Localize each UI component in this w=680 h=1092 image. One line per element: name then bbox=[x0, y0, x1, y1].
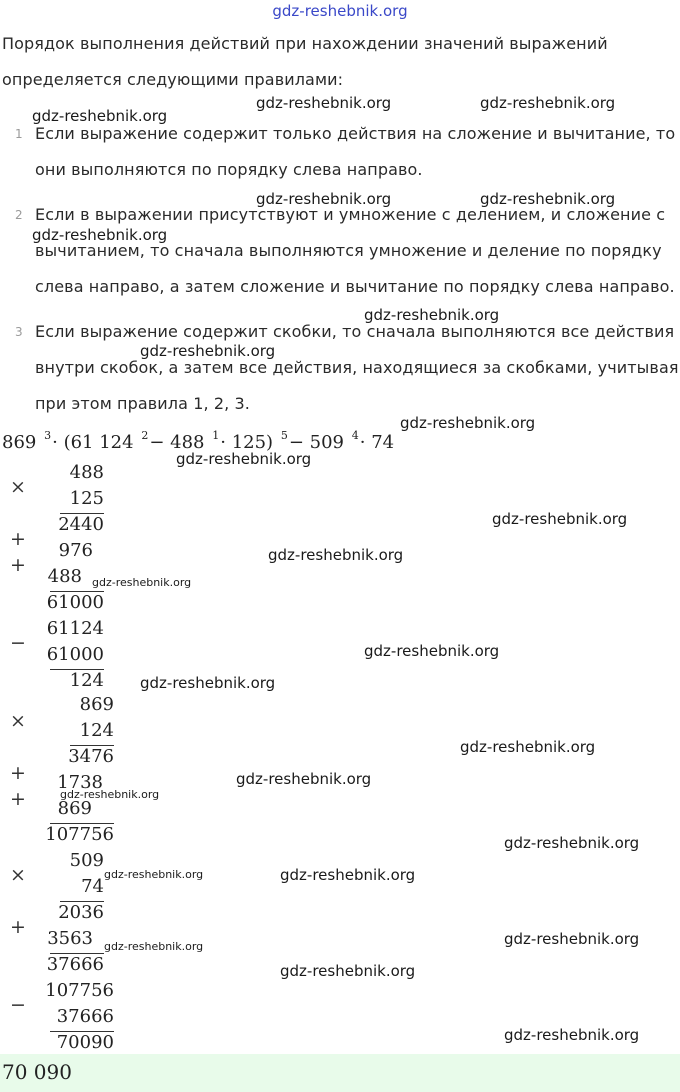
step4-partial-1: 2036 bbox=[58, 902, 104, 923]
step3-partial-1: 3476 bbox=[68, 746, 114, 767]
rule-3-line-1: Если выражение содержит скобки, то сначала выполняются все действия bbox=[35, 322, 675, 341]
step3-factor-b: 124 bbox=[79, 720, 114, 741]
watermark: gdz-reshebnik.org bbox=[256, 94, 392, 112]
step2-subtrahend: 61000 bbox=[46, 644, 104, 665]
step1-partial-3: 488 bbox=[47, 566, 82, 587]
step1-factor-b: 125 bbox=[69, 488, 104, 509]
expr-d: 509 bbox=[309, 432, 345, 453]
rule-3-line-3: при этом правила 1, 2, 3. bbox=[35, 394, 250, 413]
expr-op-5: · bbox=[359, 432, 366, 453]
watermark: gdz-reshebnik.org bbox=[256, 190, 392, 208]
watermark: gdz-reshebnik.org bbox=[104, 868, 204, 881]
step3-plus-sign-1: + bbox=[10, 762, 26, 784]
expr-e: 74 bbox=[371, 432, 395, 453]
watermark: gdz-reshebnik.org bbox=[140, 674, 276, 692]
watermark: gdz-reshebnik.org bbox=[400, 414, 536, 432]
step2-minuend: 61124 bbox=[46, 618, 104, 639]
expr-op-2: − bbox=[149, 432, 165, 453]
watermark: gdz-reshebnik.org bbox=[280, 866, 416, 884]
expr-op-3: · bbox=[220, 432, 226, 453]
rule-2-line-1: Если в выражении присутствуют и умножение с делением, и сложение с bbox=[35, 205, 666, 224]
expr-order-4: 5 bbox=[280, 429, 288, 442]
step1-factor-a: 488 bbox=[69, 462, 104, 483]
step1-plus-sign-2: + bbox=[10, 554, 26, 576]
watermark: gdz-reshebnik.org bbox=[480, 190, 616, 208]
watermark: gdz-reshebnik.org bbox=[504, 930, 640, 948]
watermark: gdz-reshebnik.org bbox=[104, 940, 204, 953]
step5-minuend: 107756 bbox=[45, 980, 114, 1001]
step1-result: 61000 bbox=[46, 592, 104, 613]
expr-op-1: · bbox=[52, 432, 58, 453]
step4-factor-a: 509 bbox=[69, 850, 104, 871]
header-watermark[interactable]: gdz-reshebnik.org bbox=[272, 2, 408, 20]
watermark: gdz-reshebnik.org bbox=[364, 642, 500, 660]
watermark: gdz-reshebnik.org bbox=[280, 962, 416, 980]
rule-1-line-2: они выполняются по порядку слева направо. bbox=[35, 160, 423, 179]
intro-line-2: определяется следующими правилами: bbox=[2, 70, 344, 89]
step4-multiply-sign: × bbox=[10, 864, 26, 886]
step5-subtrahend: 37666 bbox=[56, 1006, 114, 1027]
step1-multiply-sign: × bbox=[10, 476, 26, 498]
step5-minus-sign: − bbox=[10, 994, 26, 1016]
step3-multiply-sign: × bbox=[10, 710, 26, 732]
step3-partial-2: 1738 bbox=[57, 772, 103, 793]
step4-plus-sign: + bbox=[10, 916, 26, 938]
expr-order-1: 3 bbox=[44, 429, 52, 442]
step2-result: 124 bbox=[69, 670, 104, 691]
step3-plus-sign-2: + bbox=[10, 788, 26, 810]
rule-3-number: 3 bbox=[15, 325, 23, 339]
step4-partial-2: 3563 bbox=[47, 928, 93, 949]
answer: 70 090 bbox=[2, 1060, 72, 1084]
watermark: gdz-reshebnik.org bbox=[504, 834, 640, 852]
rule-3-line-2: внутри скобок, а затем все действия, находящиеся за скобками, учитывая bbox=[35, 358, 679, 377]
rule-1-line-1: Если выражение содержит только действия на сложение и вычитание, то bbox=[35, 124, 676, 143]
watermark: gdz-reshebnik.org bbox=[92, 576, 192, 589]
step3-result: 107756 bbox=[45, 824, 114, 845]
rule-2-line-3: слева направо, а затем сложение и вычитание по порядку слева направо. bbox=[35, 277, 675, 296]
rule-2-number: 2 bbox=[15, 208, 23, 222]
step4-factor-b: 74 bbox=[81, 876, 104, 897]
expr-op-4: − bbox=[288, 432, 304, 453]
expr-c: 125) bbox=[231, 432, 274, 453]
step4-result: 37666 bbox=[46, 954, 104, 975]
watermark: gdz-reshebnik.org bbox=[60, 788, 160, 801]
intro-line-1: Порядок выполнения действий при нахождении значений выражений bbox=[2, 34, 608, 53]
watermark: gdz-reshebnik.org bbox=[140, 342, 276, 360]
step3-factor-a: 869 bbox=[79, 694, 114, 715]
watermark: gdz-reshebnik.org bbox=[504, 1026, 640, 1044]
expr-order-2: 2 bbox=[141, 429, 149, 442]
watermark: gdz-reshebnik.org bbox=[236, 770, 372, 788]
step3-partial-3: 869 bbox=[57, 798, 92, 819]
step2-minus-sign: − bbox=[10, 632, 26, 654]
answer-panel bbox=[0, 1054, 680, 1092]
expr-open: (61 124 bbox=[63, 432, 134, 453]
expr-order-5: 4 bbox=[351, 429, 359, 442]
step1-plus-sign-1: + bbox=[10, 528, 26, 550]
watermark: gdz-reshebnik.org bbox=[32, 226, 168, 244]
watermark: gdz-reshebnik.org bbox=[492, 510, 628, 528]
step5-result: 70090 bbox=[56, 1032, 114, 1053]
rule-2-line-2: вычитанием, то сначала выполняются умножение и деление по порядку bbox=[35, 241, 662, 260]
watermark: gdz-reshebnik.org bbox=[32, 107, 168, 125]
expr-b: 488 bbox=[170, 432, 205, 453]
watermark: gdz-reshebnik.org bbox=[364, 306, 500, 324]
step1-partial-2: 976 bbox=[58, 540, 93, 561]
step1-partial-1: 2440 bbox=[58, 514, 104, 535]
watermark: gdz-reshebnik.org bbox=[176, 450, 312, 468]
watermark: gdz-reshebnik.org bbox=[460, 738, 596, 756]
expr-order-3: 1 bbox=[212, 429, 220, 442]
watermark: gdz-reshebnik.org bbox=[480, 94, 616, 112]
expr-a: 869 bbox=[2, 432, 37, 453]
watermark: gdz-reshebnik.org bbox=[268, 546, 404, 564]
rule-1-number: 1 bbox=[15, 127, 23, 141]
